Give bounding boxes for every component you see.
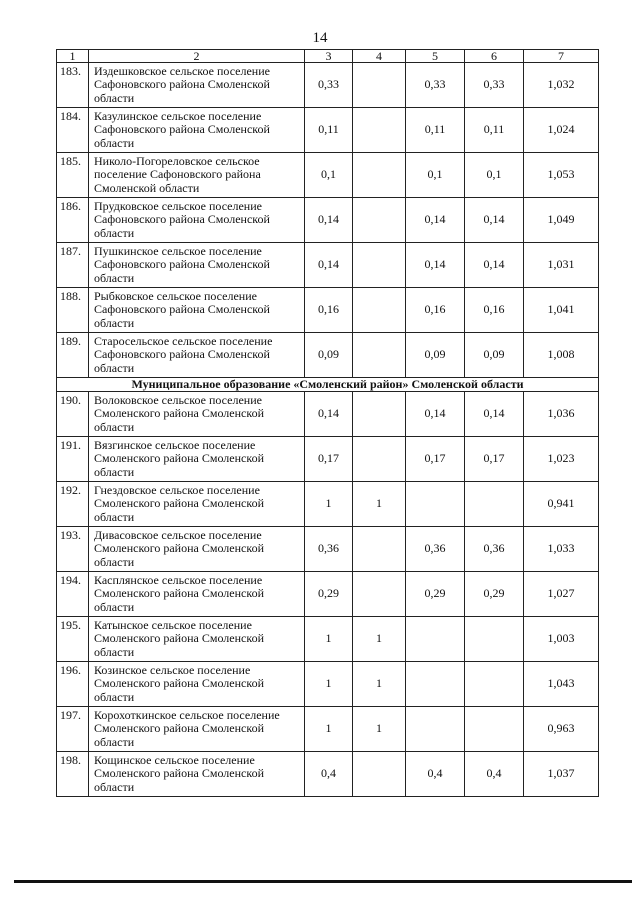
header-cell-2: 2 [89,50,305,63]
col5-value: 0,17 [406,437,465,482]
col3-value: 0,11 [305,108,353,153]
col3-value: 0,09 [305,333,353,378]
col3-value: 0,16 [305,288,353,333]
settlement-name: Старосельское сельское поселение Сафоновского района Смоленской области [89,333,305,378]
settlement-name: Дивасовское сельское поселение Смоленского района Смоленской области [89,527,305,572]
settlement-name: Пушкинское сельское поселение Сафоновского района Смоленской области [89,243,305,288]
col7-value: 1,024 [524,108,599,153]
table-row [57,333,599,378]
col5-value: 0,29 [406,572,465,617]
table-row [57,707,599,752]
col3-value: 0,17 [305,437,353,482]
row-number: 191. [57,437,89,482]
header-cell-4: 4 [353,50,406,63]
col6-value: 0,14 [465,392,524,437]
col5-value: 0,11 [406,108,465,153]
col3-value: 1 [305,662,353,707]
col6-value [465,482,524,527]
header-row [57,50,599,63]
col6-value: 0,4 [465,752,524,797]
row-number: 192. [57,482,89,527]
col5-value [406,662,465,707]
col4-value [353,108,406,153]
settlement-name: Катынское сельское поселение Смоленского района Смоленской области [89,617,305,662]
row-number: 184. [57,108,89,153]
col6-value: 0,17 [465,437,524,482]
col5-value: 0,16 [406,288,465,333]
table-row [57,108,599,153]
table-row [57,288,599,333]
settlement-name: Гнездовское сельское поселение Смоленского района Смоленской области [89,482,305,527]
col6-value: 0,11 [465,108,524,153]
col4-value [353,63,406,108]
header-cell-6: 6 [465,50,524,63]
data-table [56,49,599,797]
row-number: 193. [57,527,89,572]
col3-value: 0,4 [305,752,353,797]
settlement-name: Издешковское сельское поселение Сафоновского района Смоленской области [89,63,305,108]
row-number: 185. [57,153,89,198]
header-cell-5: 5 [406,50,465,63]
settlement-name: Кощинское сельское поселение Смоленского района Смоленской области [89,752,305,797]
row-number: 188. [57,288,89,333]
col7-value: 1,008 [524,333,599,378]
row-number: 196. [57,662,89,707]
col6-value: 0,1 [465,153,524,198]
col7-value: 1,031 [524,243,599,288]
table-row [57,752,599,797]
col6-value: 0,33 [465,63,524,108]
col4-value: 1 [353,617,406,662]
table-row [57,63,599,108]
col5-value: 0,36 [406,527,465,572]
col7-value: 1,032 [524,63,599,108]
table-row [57,482,599,527]
row-number: 183. [57,63,89,108]
col4-value [353,243,406,288]
col7-value: 1,027 [524,572,599,617]
col7-value: 0,941 [524,482,599,527]
table-row [57,572,599,617]
row-number: 195. [57,617,89,662]
col4-value [353,572,406,617]
header-cell-7: 7 [524,50,599,63]
col5-value: 0,09 [406,333,465,378]
col6-value: 0,16 [465,288,524,333]
row-number: 198. [57,752,89,797]
settlement-name: Козинское сельское поселение Смоленского района Смоленской области [89,662,305,707]
col7-value: 1,003 [524,617,599,662]
col3-value: 1 [305,617,353,662]
settlement-name: Корохоткинское сельское поселение Смоленского района Смоленской области [89,707,305,752]
row-number: 197. [57,707,89,752]
col4-value [353,288,406,333]
settlement-name: Рыбковское сельское поселение Сафоновского района Смоленской области [89,288,305,333]
col4-value [353,153,406,198]
col4-value: 1 [353,707,406,752]
row-number: 190. [57,392,89,437]
settlement-name: Касплянское сельское поселение Смоленского района Смоленской области [89,572,305,617]
section-title: Муниципальное образование «Смоленский район» Смоленской области [57,378,599,392]
col5-value: 0,14 [406,243,465,288]
settlement-name: Вязгинское сельское поселение Смоленского района Смоленской области [89,437,305,482]
table-row [57,527,599,572]
col3-value: 0,14 [305,392,353,437]
row-number: 189. [57,333,89,378]
col3-value: 0,14 [305,243,353,288]
col6-value [465,707,524,752]
col3-value: 1 [305,707,353,752]
col7-value: 1,033 [524,527,599,572]
row-number: 194. [57,572,89,617]
page-number: 14 [312,30,328,46]
col5-value [406,707,465,752]
col6-value: 0,14 [465,243,524,288]
col7-value: 1,053 [524,153,599,198]
col5-value [406,617,465,662]
header-cell-3: 3 [305,50,353,63]
col6-value: 0,36 [465,527,524,572]
col7-value: 1,041 [524,288,599,333]
col4-value: 1 [353,662,406,707]
row-number: 186. [57,198,89,243]
col3-value: 0,33 [305,63,353,108]
col3-value: 0,29 [305,572,353,617]
settlement-name: Прудковское сельское поселение Сафоновского района Смоленской области [89,198,305,243]
col6-value: 0,14 [465,198,524,243]
footer-rule [14,880,632,883]
row-number: 187. [57,243,89,288]
section-row [57,378,599,392]
col4-value [353,527,406,572]
table-row [57,243,599,288]
col4-value [353,392,406,437]
col4-value [353,437,406,482]
col5-value: 0,14 [406,198,465,243]
settlement-name: Казулинское сельское поселение Сафоновского района Смоленской области [89,108,305,153]
settlement-name: Волоковское сельское поселение Смоленского района Смоленской области [89,392,305,437]
col4-value: 1 [353,482,406,527]
col5-value: 0,4 [406,752,465,797]
col4-value [353,333,406,378]
table-row [57,437,599,482]
col5-value: 0,33 [406,63,465,108]
col3-value: 0,14 [305,198,353,243]
col3-value: 0,36 [305,527,353,572]
table-row [57,153,599,198]
col4-value [353,198,406,243]
table-row [57,392,599,437]
table-row [57,198,599,243]
col6-value: 0,09 [465,333,524,378]
col6-value [465,662,524,707]
table-row [57,662,599,707]
table-row [57,617,599,662]
col5-value: 0,14 [406,392,465,437]
col7-value: 1,037 [524,752,599,797]
col7-value: 1,036 [524,392,599,437]
col3-value: 1 [305,482,353,527]
col5-value: 0,1 [406,153,465,198]
col6-value [465,617,524,662]
header-cell-1: 1 [57,50,89,63]
col5-value [406,482,465,527]
col7-value: 0,963 [524,707,599,752]
col4-value [353,752,406,797]
col7-value: 1,049 [524,198,599,243]
settlement-name: Николо-Погореловское сельское поселение Сафоновского района Смоленской области [89,153,305,198]
col6-value: 0,29 [465,572,524,617]
col3-value: 0,1 [305,153,353,198]
col7-value: 1,023 [524,437,599,482]
col7-value: 1,043 [524,662,599,707]
